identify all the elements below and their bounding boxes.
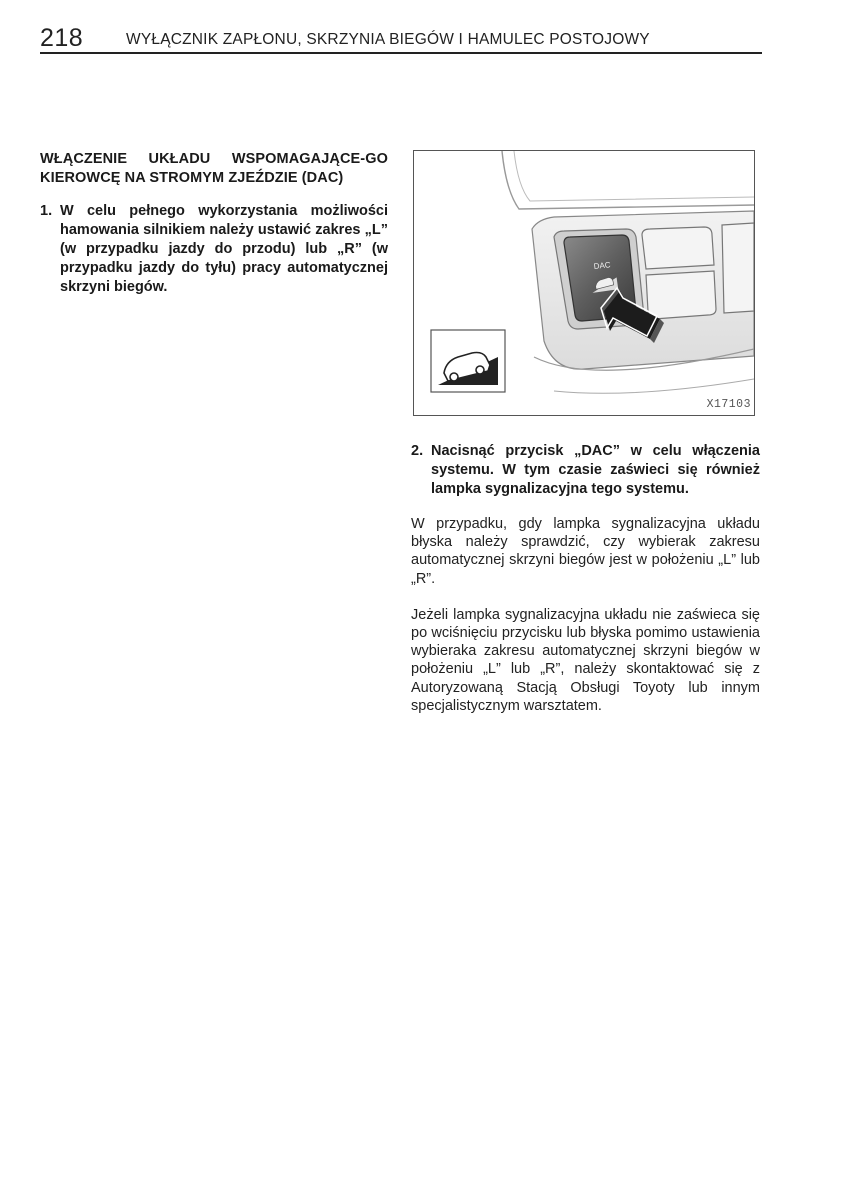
- page-header: [40, 26, 762, 54]
- page-number: 218: [40, 24, 84, 52]
- step-text: W celu pełnego wykorzystania możliwości hamowania silnikiem należy ustawić zakres „L” (w przypadku jazdy do przodu) lub „R” (w przypadku jazdy do tyłu) pracy automatycznej skrzyni biegów.: [60, 203, 388, 295]
- dac-button-label: DAC: [593, 260, 612, 271]
- header-title: WYŁĄCZNIK ZAPŁONU, SKRZYNIA BIEGÓW I HAMULEC POSTOJOWY: [126, 31, 650, 48]
- step-1: [40, 202, 388, 297]
- left-column: [40, 150, 388, 297]
- dashboard-edge-line: [502, 151, 754, 209]
- step-text: Nacisnąć przycisk „DAC” w celu włączenia systemu. W tym czasie zaświeci się również lampka sygnalizacyjna tego systemu.: [431, 443, 760, 497]
- figure-code: X17103: [706, 398, 751, 411]
- step-number: 2.: [411, 443, 424, 459]
- warning-paragraph-1: W przypadku, gdy lampka sygnalizacyjna układu błyska należy sprawdzić, czy wybierak zakresu automatycznej skrzyni biegów jest w położeniu „L” lub „R”.: [411, 516, 760, 587]
- dac-button-illustration: [413, 150, 755, 416]
- warning-paragraph-2: Jeżeli lampka sygnalizacyjna układu nie zaświeca się po wciśnięciu przycisku lub błyska pomimo ustawienia wybieraka zakresu automatycznej skrzyni biegów w położeniu „L” lub „R”, należy skontaktować się z Autoryzowaną Stacją Obsługi Toyoty lub innym specjalistycznym warsztatem.: [411, 606, 760, 714]
- adjacent-switch-bottom: [646, 271, 716, 319]
- right-column: [411, 442, 760, 733]
- step-number: 1.: [40, 203, 53, 219]
- dashboard-drawing: [414, 151, 754, 415]
- section-title: WŁĄCZENIE UKŁADU WSPOMAGAJĄCE-GO KIEROWCĘ NA STROMYM ZJEŹDZIE (DAC): [40, 151, 388, 186]
- adjacent-switch-top: [642, 227, 714, 269]
- step-2: [411, 442, 760, 499]
